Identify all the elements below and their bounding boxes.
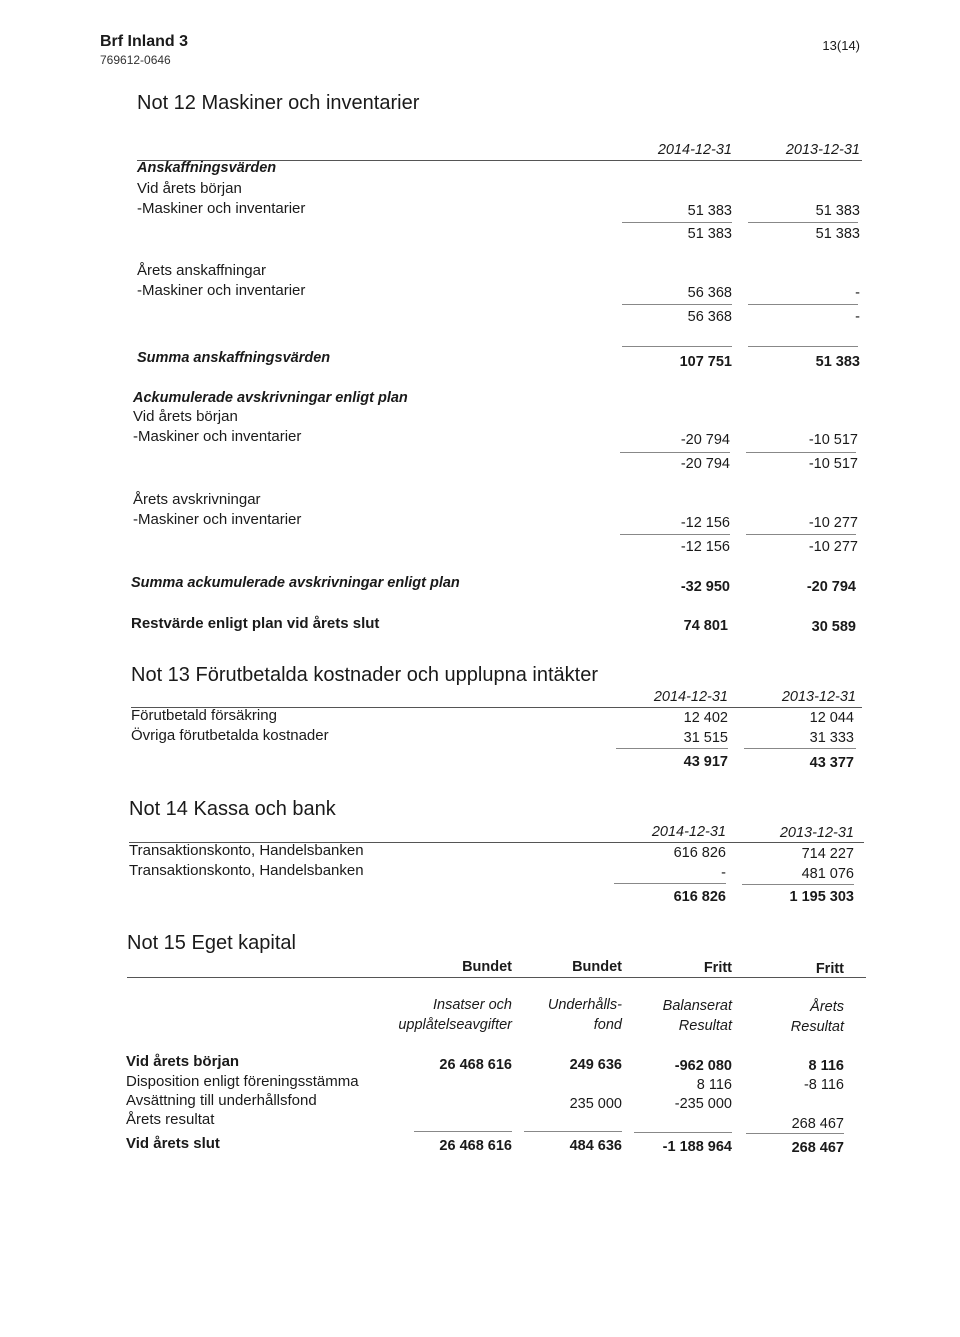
dep-total-label: Summa ackumulerade avskrivningar enligt plan	[131, 575, 460, 591]
rule	[634, 1132, 732, 1133]
n14-col-2013: 2013-12-31	[779, 825, 854, 841]
rule	[414, 1131, 512, 1132]
n15-row-4-val-2: -1 188 964	[662, 1139, 732, 1155]
rule	[622, 346, 732, 347]
n14-total-2013: 1 195 303	[789, 889, 854, 905]
n15-sub1-2: Balanserat	[662, 998, 732, 1014]
n15-row-4-val-1: 484 636	[569, 1138, 622, 1154]
n14-row-0-label: Transaktionskonto, Handelsbanken	[129, 842, 364, 859]
n15-sub2-3: Resultat	[790, 1019, 844, 1035]
n15-type-1: Bundet	[572, 959, 622, 975]
note-13-title: Not 13 Förutbetalda kostnader och upplupna intäkter	[131, 664, 598, 686]
residual-2013: 30 589	[811, 619, 856, 635]
residual-2014: 74 801	[683, 618, 728, 634]
acq-open-item-2013: 51 383	[815, 203, 860, 219]
dep-year-sub-2013: -10 277	[808, 539, 858, 555]
acq-open-sub-2014: 51 383	[687, 226, 732, 242]
n13-total-2014: 43 917	[683, 754, 728, 770]
n15-row-1-label: Disposition enligt föreningsstämma	[126, 1073, 359, 1090]
dep-heading: Ackumulerade avskrivningar enligt plan	[133, 390, 408, 406]
acq-total-2014: 107 751	[679, 354, 732, 370]
n14-col-2014: 2014-12-31	[651, 824, 726, 840]
n13-row-0-label: Förutbetald försäkring	[131, 707, 277, 724]
dep-open-label: Vid årets början	[133, 408, 238, 425]
n15-row-1-val-2: 8 116	[696, 1077, 732, 1093]
dep-open-sub-2014: -20 794	[680, 456, 730, 472]
n15-sub2-2: Resultat	[678, 1018, 732, 1034]
residual-label: Restvärde enligt plan vid årets slut	[131, 615, 380, 632]
dep-open-item-2014: -20 794	[680, 432, 730, 448]
n14-row-0-2014: 616 826	[673, 845, 726, 861]
n15-row-3-val-3: 268 467	[791, 1116, 844, 1132]
n15-row-4-val-3: 268 467	[791, 1140, 844, 1156]
n14-row-1-2013: 481 076	[801, 866, 854, 882]
n15-sub2-1: fond	[593, 1017, 622, 1033]
acq-add-item-label: -Maskiner och inventarier	[137, 282, 306, 299]
rule	[620, 452, 730, 453]
acq-add-sub-2014: 56 368	[687, 309, 732, 325]
n13-row-0-2014: 12 402	[683, 710, 728, 726]
n15-type-3: Fritt	[815, 961, 844, 977]
n15-type-2: Fritt	[703, 960, 732, 976]
n15-row-1-val-3: -8 116	[803, 1077, 844, 1093]
acq-total-2013: 51 383	[815, 354, 860, 370]
n15-sub2-0: upplåtelseavgifter	[398, 1017, 512, 1033]
n15-row-0-val-1: 249 636	[569, 1057, 622, 1073]
n15-sub1-3: Årets	[810, 999, 844, 1015]
n14-row-1-label: Transaktionskonto, Handelsbanken	[129, 862, 364, 879]
n13-col-2013: 2013-12-31	[781, 689, 856, 705]
dep-year-item-label: -Maskiner och inventarier	[133, 511, 302, 528]
acq-heading: Anskaffningsvärden	[137, 160, 277, 176]
n15-row-4-label: Vid årets slut	[126, 1135, 220, 1152]
rule	[616, 748, 728, 749]
rule	[614, 883, 726, 884]
rule	[746, 1133, 844, 1134]
n15-row-2-label: Avsättning till underhållsfond	[126, 1092, 317, 1109]
note-14-title: Not 14 Kassa och bank	[129, 798, 336, 820]
note-15-title: Not 15 Eget kapital	[127, 932, 296, 954]
org-name: Brf Inland 3	[100, 33, 189, 50]
n13-total-2013: 43 377	[809, 755, 854, 771]
dep-open-item-2013: -10 517	[808, 432, 858, 448]
acq-open-item-label: -Maskiner och inventarier	[137, 200, 306, 217]
page-number: 13(14)	[822, 38, 860, 53]
dep-open-item-label: -Maskiner och inventarier	[133, 428, 302, 445]
note-12-title: Not 12 Maskiner och inventarier	[137, 92, 420, 114]
acq-add-label: Årets anskaffningar	[137, 262, 266, 279]
acq-add-item-2013: -	[855, 285, 860, 301]
rule	[524, 1131, 622, 1132]
dep-year-item-2013: -10 277	[808, 515, 858, 531]
n13-row-0-2013: 12 044	[809, 710, 854, 726]
col-header-2014: 2014-12-31	[657, 142, 732, 158]
rule	[622, 222, 732, 223]
n15-sub1-0: Insatser och	[433, 997, 512, 1013]
n13-row-1-2014: 31 515	[683, 730, 728, 746]
dep-year-item-2014: -12 156	[680, 515, 730, 531]
acq-open-label: Vid årets början	[137, 180, 242, 197]
n15-row-0-label: Vid årets början	[126, 1053, 240, 1070]
col-header-2013: 2013-12-31	[785, 142, 860, 158]
acq-open-item-2014: 51 383	[687, 203, 732, 219]
n15-row-0-val-0: 26 468 616	[439, 1057, 512, 1073]
acq-total-label: Summa anskaffningsvärden	[137, 350, 331, 366]
n15-row-0-val-3: 8 116	[808, 1058, 844, 1074]
acq-add-item-2014: 56 368	[687, 285, 732, 301]
rule	[748, 346, 858, 347]
dep-total-2013: -20 794	[806, 579, 856, 595]
rule	[744, 748, 856, 749]
n14-row-0-2013: 714 227	[801, 846, 854, 862]
n13-row-1-2013: 31 333	[809, 730, 854, 746]
acq-open-sub-2013: 51 383	[815, 226, 860, 242]
dep-open-sub-2013: -10 517	[808, 456, 858, 472]
n13-row-1-label: Övriga förutbetalda kostnader	[131, 727, 329, 744]
n15-row-2-val-2: -235 000	[674, 1096, 732, 1112]
rule	[746, 534, 856, 535]
n15-sub1-1: Underhålls-	[547, 997, 622, 1013]
n15-row-4-val-0: 26 468 616	[439, 1138, 512, 1154]
n15-row-3-label: Årets resultat	[126, 1111, 215, 1128]
n15-type-0: Bundet	[462, 959, 512, 975]
rule	[748, 222, 858, 223]
rule	[620, 534, 730, 535]
n15-header-rule	[127, 977, 866, 978]
n13-col-2014: 2014-12-31	[653, 689, 728, 705]
dep-year-label: Årets avskrivningar	[133, 491, 261, 508]
rule	[622, 304, 732, 305]
acq-add-sub-2013: -	[855, 309, 860, 325]
n15-row-0-val-2: -962 080	[674, 1058, 732, 1074]
n15-row-2-val-1: 235 000	[569, 1096, 622, 1112]
n14-row-1-2014: -	[721, 865, 726, 881]
n14-total-2014: 616 826	[673, 889, 726, 905]
rule	[746, 452, 856, 453]
rule	[748, 304, 858, 305]
rule	[742, 884, 854, 885]
org-number: 769612-0646	[100, 53, 171, 67]
dep-total-2014: -32 950	[680, 579, 730, 595]
dep-year-sub-2014: -12 156	[680, 539, 730, 555]
